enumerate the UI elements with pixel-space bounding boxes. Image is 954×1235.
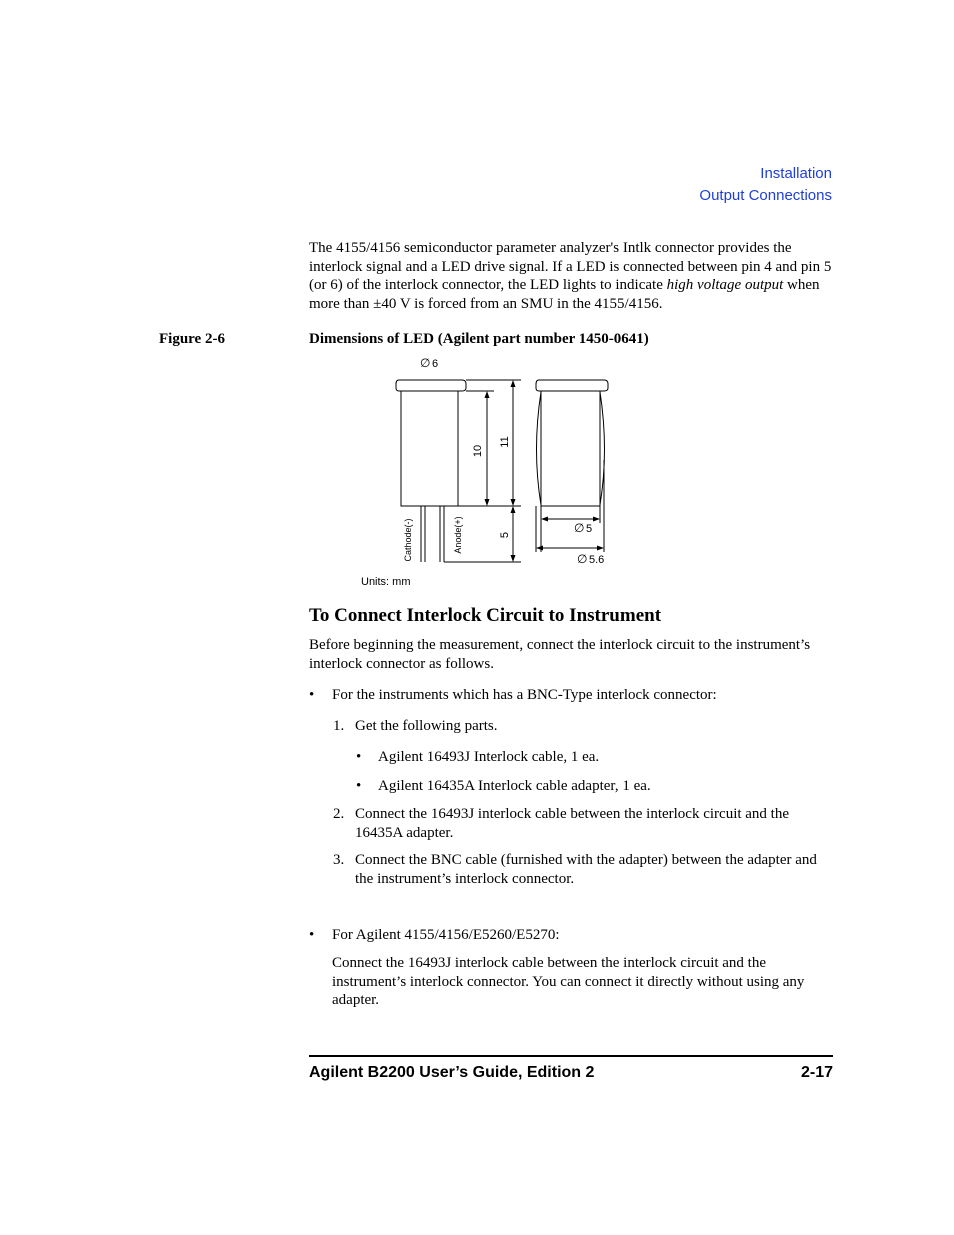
led-dimension-drawing	[350, 350, 620, 590]
arrow-dia5-right	[593, 517, 600, 522]
step-text: Connect the 16493J interlock cable between the interlock circuit and the 16435A adapter.	[355, 806, 790, 841]
step-number: 1.	[333, 718, 345, 734]
figure-units: Units: mm	[361, 576, 411, 588]
running-header-section: Output Connections	[699, 187, 832, 204]
running-header-chapter: Installation	[760, 165, 832, 182]
arrow-dia5-left	[541, 517, 548, 522]
dia-symbol-head: ∅	[420, 356, 431, 370]
direct-body: Connect the 16493J interlock cable between the interlock circuit and the instrument’s interlock connector. You can connect it directly without using any adapter.	[332, 955, 805, 1009]
arrow-dia56-right	[597, 546, 604, 551]
footer-title: Agilent B2200 User’s Guide, Edition 2	[309, 1064, 595, 1081]
part-text: Agilent 16435A Interlock cable adapter, 1 ea.	[378, 778, 651, 794]
led-side-bulge-left	[537, 392, 542, 505]
section-intro: Before beginning the measurement, connect the interlock circuit to the instrument’s interlock connector as follows.	[309, 637, 811, 672]
dim-label-body-length: 10	[472, 444, 484, 458]
dim-label-head-diameter: 6	[432, 358, 439, 370]
led-side-body	[541, 391, 600, 506]
step-number: 3.	[333, 852, 345, 868]
part-text: Agilent 16493J Interlock cable, 1 ea.	[378, 749, 600, 765]
dia-symbol-flange: ∅	[577, 552, 588, 566]
bullet-marker: •	[309, 687, 315, 703]
dia-symbol-body: ∅	[574, 521, 585, 535]
arrow-5-top	[511, 506, 516, 513]
bullet-marker: •	[356, 749, 362, 765]
bnc-bullet-text: For the instruments which has a BNC-Type interlock connector:	[332, 687, 717, 703]
dim-label-lead-length: 5	[499, 531, 511, 539]
arrow-5-bottom	[511, 555, 516, 562]
lead-label-cathode: Cathode(-)	[403, 518, 413, 562]
page-number: 2-17	[800, 1064, 833, 1081]
arrow-10-bottom	[485, 499, 490, 506]
led-side-head	[536, 380, 608, 391]
dim-label-overall-length: 11	[499, 436, 511, 448]
intro-italic-term: high voltage output	[666, 277, 784, 294]
step-number: 2.	[333, 806, 345, 822]
led-front-body	[401, 391, 458, 506]
figure-title: Dimensions of LED (Agilent part number 1450-0641)	[309, 331, 649, 347]
lead-label-anode: Anode(+)	[453, 516, 463, 554]
arrow-10-top	[485, 391, 490, 398]
bullet-marker: •	[356, 778, 362, 794]
footer-rule	[309, 1055, 833, 1057]
arrow-dia56-left	[536, 546, 543, 551]
bullet-marker: •	[309, 927, 315, 943]
figure-label: Figure 2-6	[159, 331, 225, 347]
dim-label-flange-diameter: 5.6	[589, 554, 605, 566]
section-title: To Connect Interlock Circuit to Instrument	[309, 605, 662, 626]
arrow-11-top	[511, 380, 516, 387]
intro-paragraph	[309, 239, 834, 314]
direct-bullet-text: For Agilent 4155/4156/E5260/E5270:	[332, 927, 560, 943]
dim-label-body-diameter: 5	[586, 523, 593, 535]
intro-text-b: when more than ±40 V is forced from an SMU in the 4155/4156.	[309, 277, 820, 313]
led-front-head	[396, 380, 466, 391]
intro-text-a: The 4155/4156 semiconductor parameter analyzer's Intlk connector provides the interlock signal and a LED drive signal. If a LED is connected between pin 4 and pin 5 (or 6) of the interlock connector, the LED lights to indicate	[309, 240, 832, 294]
step-text: Get the following parts.	[355, 718, 498, 734]
arrow-11-bottom	[511, 499, 516, 506]
step-text: Connect the BNC cable (furnished with the adapter) between the adapter and the instrument’s interlock connector.	[355, 852, 817, 887]
led-dimension-figure	[350, 350, 620, 590]
